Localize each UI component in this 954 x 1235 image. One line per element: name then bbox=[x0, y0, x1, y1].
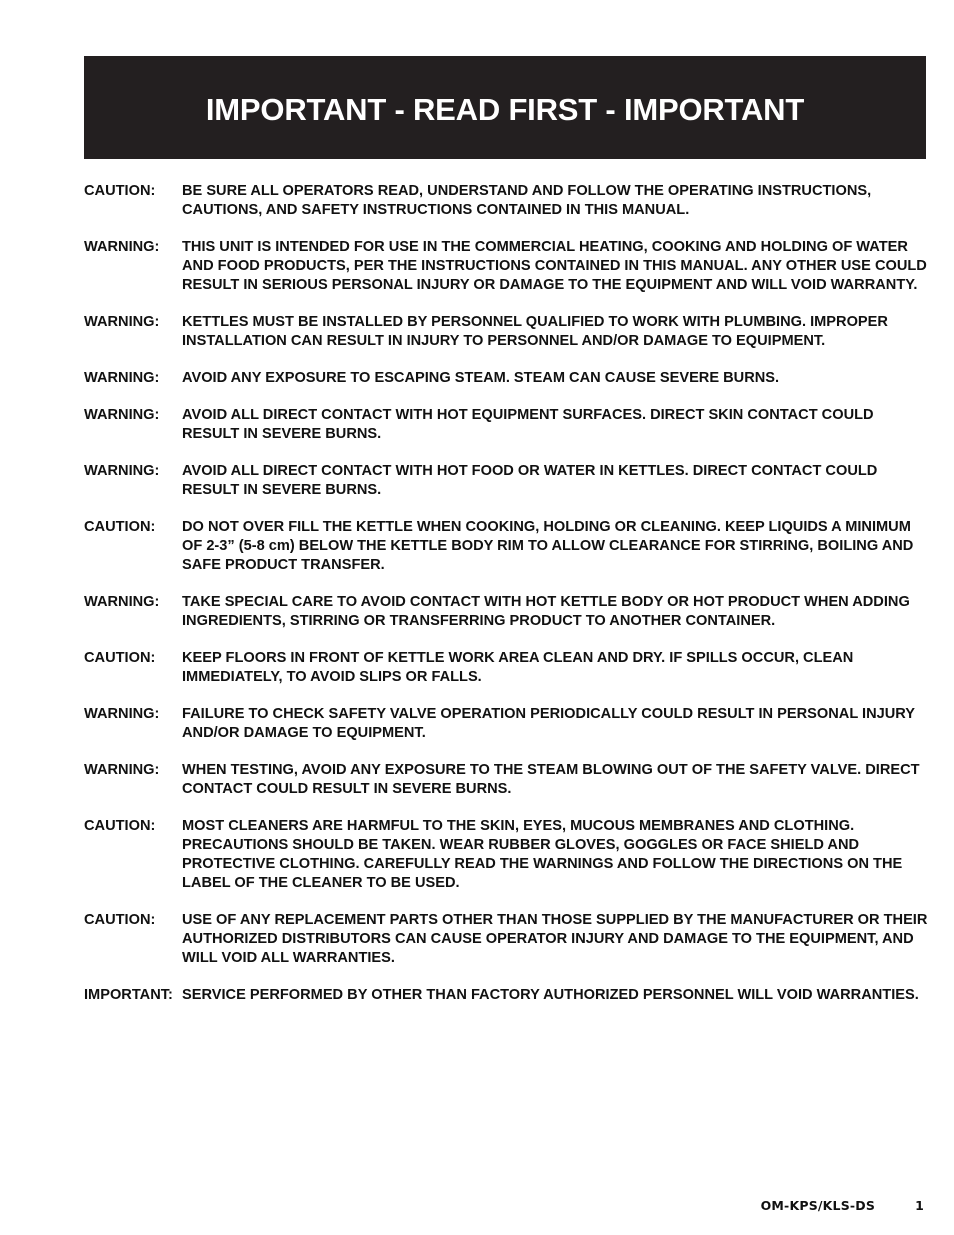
notice-label: WARNING: bbox=[84, 762, 160, 778]
notice-item bbox=[84, 518, 934, 575]
safety-notices-list bbox=[84, 182, 934, 1023]
notice-label: WARNING: bbox=[84, 463, 160, 479]
notice-label: IMPORTANT: bbox=[84, 987, 173, 1003]
notice-item bbox=[84, 406, 934, 444]
notice-label: WARNING: bbox=[84, 314, 160, 330]
notice-item bbox=[84, 911, 934, 968]
notice-item bbox=[84, 369, 934, 388]
document-code: OM-KPS/KLS-DS bbox=[760, 1198, 876, 1213]
notice-text: FAILURE TO CHECK SAFETY VALVE OPERATION PERIODICALLY COULD RESULT IN PERSONAL INJURY AND/OR DAMAGE TO EQUIPMENT. bbox=[182, 706, 915, 741]
notice-label: CAUTION: bbox=[84, 912, 156, 928]
notice-label: WARNING: bbox=[84, 370, 160, 386]
notice-text: AVOID ALL DIRECT CONTACT WITH HOT FOOD OR WATER IN KETTLES. DIRECT CONTACT COULD RESULT IN SEVERE BURNS. bbox=[182, 463, 878, 498]
notice-text: WHEN TESTING, AVOID ANY EXPOSURE TO THE STEAM BLOWING OUT OF THE SAFETY VALVE. DIRECT CONTACT COULD RESULT IN SEVERE BURNS. bbox=[182, 762, 920, 797]
notice-text: USE OF ANY REPLACEMENT PARTS OTHER THAN THOSE SUPPLIED BY THE MANUFACTURER OR THEIR AUTHORIZED DISTRIBUTORS CAN CAUSE OPERATOR INJURY AND DAMAGE TO THE EQUIPMENT, AND WILL VOID ALL WARRANTIES. bbox=[182, 912, 928, 966]
notice-label: CAUTION: bbox=[84, 818, 156, 834]
notice-item bbox=[84, 761, 934, 799]
notice-text: MOST CLEANERS ARE HARMFUL TO THE SKIN, EYES, MUCOUS MEMBRANES AND CLOTHING. PRECAUTIONS SHOULD BE TAKEN. WEAR RUBBER GLOVES, GOGGLES OR FACE SHIELD AND PROTECTIVE CLOTHING. CAREFULLY READ THE WARNINGS AND FOLLOW THE DIRECTIONS ON THE LABEL OF THE CLEANER TO BE USED. bbox=[182, 818, 903, 891]
notice-text: THIS UNIT IS INTENDED FOR USE IN THE COMMERCIAL HEATING, COOKING AND HOLDING OF WATER AND FOOD PRODUCTS, PER THE INSTRUCTIONS CONTAINED IN THIS MANUAL. ANY OTHER USE COULD RESULT IN SERIOUS PERSONAL INJURY OR DAMAGE TO THE EQUIPMENT AND WILL VOID WARRANTY. bbox=[182, 239, 927, 293]
notice-text: KETTLES MUST BE INSTALLED BY PERSONNEL QUALIFIED TO WORK WITH PLUMBING. IMPROPER INSTALLATION CAN RESULT IN INJURY TO PERSONNEL AND/OR DAMAGE TO EQUIPMENT. bbox=[182, 314, 888, 349]
notice-text: KEEP FLOORS IN FRONT OF KETTLE WORK AREA CLEAN AND DRY. IF SPILLS OCCUR, CLEAN IMMEDIATELY, TO AVOID SLIPS OR FALLS. bbox=[182, 650, 854, 685]
notice-text: SERVICE PERFORMED BY OTHER THAN FACTORY AUTHORIZED PERSONNEL WILL VOID WARRANTIES. bbox=[182, 987, 919, 1003]
notice-label: WARNING: bbox=[84, 239, 160, 255]
header-banner bbox=[84, 56, 926, 159]
page-title: IMPORTANT - READ FIRST - IMPORTANT bbox=[205, 91, 805, 127]
notice-label: WARNING: bbox=[84, 407, 160, 423]
notice-item bbox=[84, 986, 934, 1005]
notice-item bbox=[84, 593, 934, 631]
notice-item bbox=[84, 705, 934, 743]
notice-label: CAUTION: bbox=[84, 183, 156, 199]
notice-item bbox=[84, 649, 934, 687]
notice-label: CAUTION: bbox=[84, 519, 156, 535]
notice-text: BE SURE ALL OPERATORS READ, UNDERSTAND AND FOLLOW THE OPERATING INSTRUCTIONS, CAUTIONS, AND SAFETY INSTRUCTIONS CONTAINED IN THIS MANUAL. bbox=[182, 183, 872, 218]
page-footer bbox=[761, 1198, 924, 1213]
notice-text: AVOID ALL DIRECT CONTACT WITH HOT EQUIPMENT SURFACES. DIRECT SKIN CONTACT COULD RESULT IN SEVERE BURNS. bbox=[182, 407, 874, 442]
notice-label: WARNING: bbox=[84, 594, 160, 610]
notice-text: DO NOT OVER FILL THE KETTLE WHEN COOKING, HOLDING OR CLEANING. KEEP LIQUIDS A MINIMUM OF 2-3” (5-8 cm) BELOW THE KETTLE BODY RIM TO ALLOW CLEARANCE FOR STIRRING, BOILING AND SAFE PRODUCT TRANSFER. bbox=[182, 519, 914, 573]
notice-item bbox=[84, 238, 934, 295]
notice-label: WARNING: bbox=[84, 706, 160, 722]
notice-text: AVOID ANY EXPOSURE TO ESCAPING STEAM. STEAM CAN CAUSE SEVERE BURNS. bbox=[182, 370, 780, 386]
notice-item bbox=[84, 182, 934, 220]
page-number: 1 bbox=[915, 1198, 924, 1213]
notice-text: TAKE SPECIAL CARE TO AVOID CONTACT WITH HOT KETTLE BODY OR HOT PRODUCT WHEN ADDING INGREDIENTS, STIRRING OR TRANSFERRING PRODUCT TO ANOTHER CONTAINER. bbox=[182, 594, 910, 629]
notice-item bbox=[84, 462, 934, 500]
notice-item bbox=[84, 817, 934, 893]
notice-label: CAUTION: bbox=[84, 650, 156, 666]
notice-item bbox=[84, 313, 934, 351]
